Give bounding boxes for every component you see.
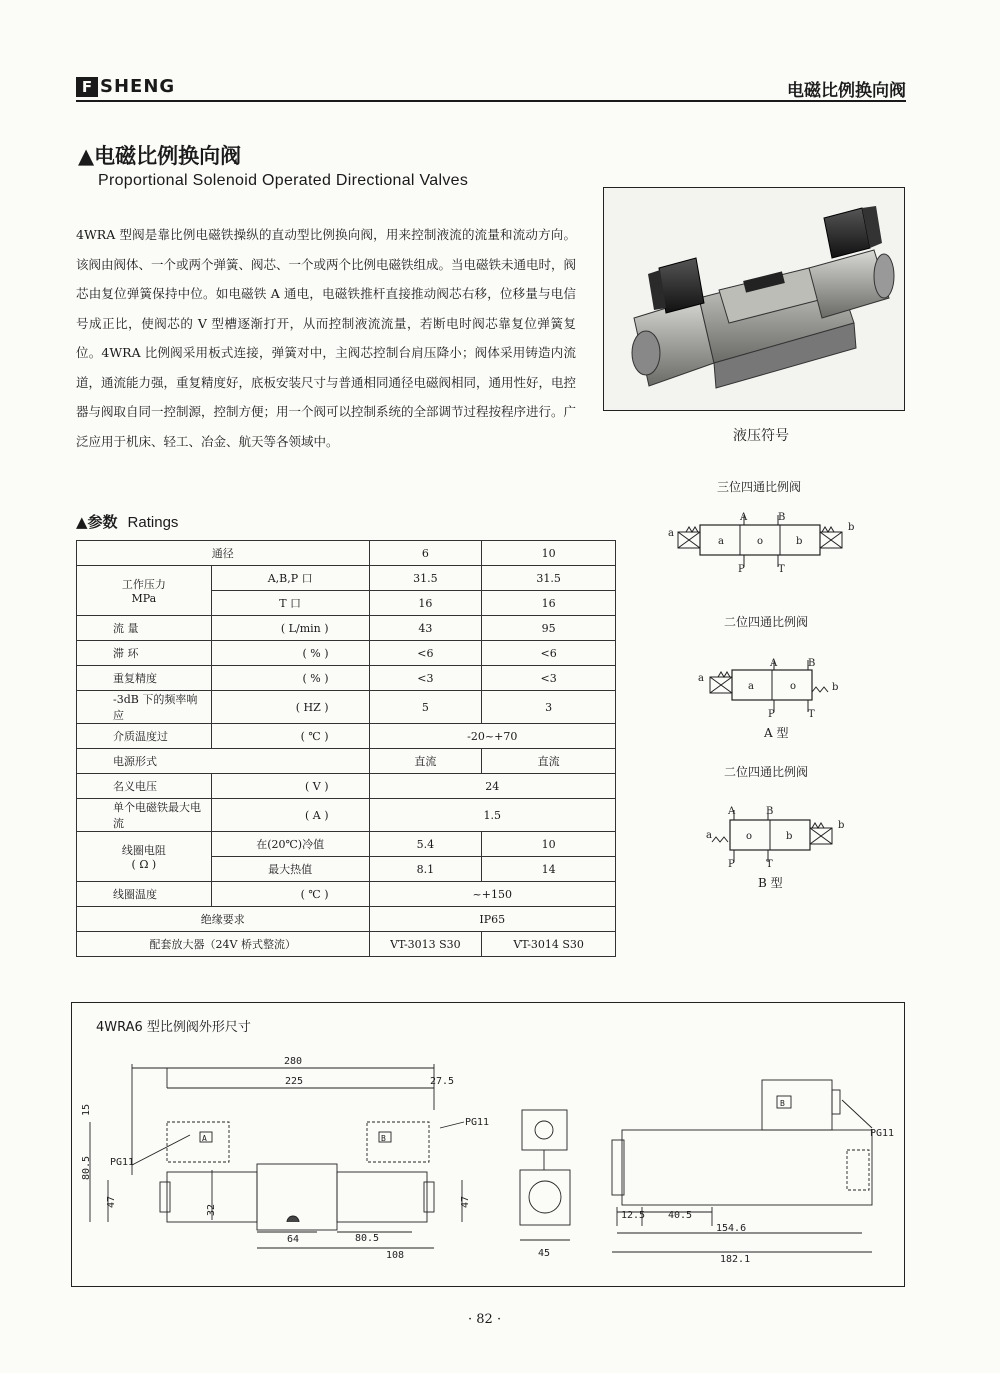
row-label: 滞 环 [77,641,212,666]
logo-text: SHENG [100,76,176,97]
row-label: -3dB 下的频率响应 [77,691,212,724]
symA-side-a: a [698,673,704,684]
product-photo [603,187,905,411]
cell-value: -20~+70 [369,724,615,749]
sym3-port-a: A [740,512,748,523]
logo-mark: F [76,77,98,97]
side-view [81,1056,489,1261]
symbol-two-position-b [706,806,844,870]
cell-value: <6 [482,641,616,666]
row-label: 单个电磁铁最大电流 [77,799,212,832]
cell-value: 8.1 [369,857,482,882]
solenoid-b-label: B [381,1134,386,1143]
cell-value: 10 [482,832,616,857]
cell-value: 5.4 [369,832,482,857]
sym3-center-b: b [796,536,803,547]
sym3-port-p: P [738,564,745,575]
symB-port-t: T [766,859,773,870]
row-unit: ( V ) [211,774,369,799]
row-unit: ( ℃ ) [211,724,369,749]
cell-value: 14 [482,857,616,882]
sym3-center-a: a [718,536,724,547]
symA-side-b: b [832,682,839,693]
cell-value: 95 [482,616,616,641]
page-header [76,72,906,102]
row-label: 重复精度 [77,666,212,691]
symbol-title-three-position: 三位四通比例阀 [717,480,802,494]
table-row [77,691,616,724]
sym3-port-b: B [778,512,786,523]
symB-side-b: b [838,820,845,831]
table-row [77,774,616,799]
photo-caption: 液压符号 [733,428,789,444]
symB-port-a: A [728,806,736,817]
cell-value: <6 [369,641,482,666]
cell-value: 31.5 [369,566,482,591]
symbol-three-position [668,512,854,575]
dim-47-left: 47 [106,1195,117,1208]
dim-47-right: 47 [460,1195,471,1208]
symB-center-o: o [746,831,753,842]
cell-value: 16 [369,591,482,616]
symbol-title-two-position-b: 二位四通比例阀 [724,765,809,779]
page-title-cn: ▲电磁比例换向阀 [78,144,242,168]
pg11-top-view: PG11 [870,1128,895,1139]
row-sublabel: A,B,P 口 [211,566,369,591]
dim-80-5-side: 80.5 [81,1155,92,1180]
resistance-unit: ( Ω ) [131,858,157,871]
row-label [77,832,212,882]
top-view [612,1080,894,1265]
table-row [77,566,616,591]
end-view [520,1110,570,1259]
cell-value: ~+150 [369,882,615,907]
dim-27-5: 27.5 [430,1076,455,1087]
row-unit: ( A ) [211,799,369,832]
pressure-unit: MPa [131,592,157,605]
cell-value: 直流 [369,749,482,774]
cell-value: VT-3014 S30 [482,932,616,957]
solenoid-a-label: A [202,1134,207,1143]
header-section-title: 电磁比例换向阀 [787,81,906,101]
row-unit: ( % ) [211,641,369,666]
sym3-side-b: b [848,522,855,533]
symB-side-a: a [706,830,712,841]
page-number: · 82 · [468,1312,502,1327]
ratings-heading-en: Ratings [127,514,179,531]
row-sublabel: T 口 [211,591,369,616]
row-label: 通径 [77,541,370,566]
valve-illustration [604,188,904,410]
sym3-port-t: T [778,564,785,575]
intro-paragraph: 4WRA 型阀是靠比例电磁铁操纵的直动型比例换向阀，用来控制液流的流量和流动方向。该阀由阀体、一个或两个弹簧、阀芯、一个或两个比例电磁铁组成。当电磁铁未通电时，阀芯由复位弹簧保持中位。如电磁铁 A 通电，电磁铁推杆直接推动阀芯右移，位移量与电信号成正比，使阀芯的 V 型槽逐渐打开，从而控制液流流量，若断电时阀芯靠复位弹簧复位。4WRA 比例阀采用板式连接，弹簧对中，主阀芯控制台肩压降小；阀体采用铸造内流道，通流能力强，重复精度好，底板安装尺寸与普通相同通径电磁阀相同，通用性好，电控器与阀取自同一控制源，控制方便；用一个阀可以控制系统的全部调节过程按程序进行。广泛应用于机床、轻工、冶金、航天等各领域中。 [76,227,577,449]
dim-280: 280 [284,1056,303,1067]
solenoid-b-top: B [780,1099,785,1108]
resistance-label: 线圈电阻 [121,844,166,857]
ratings-heading-cn: ▲参数 [76,513,118,531]
ratings-table [76,540,616,957]
ratings-heading [76,511,178,532]
row-sublabel: 在(20℃)冷值 [211,832,369,857]
symA-port-b: B [808,658,816,669]
dim-32: 32 [206,1203,217,1216]
sym3-side-a: a [668,528,674,539]
dim-64: 64 [287,1234,300,1245]
dim-15: 15 [81,1103,92,1116]
row-unit: ( % ) [211,666,369,691]
cell-value: 3 [482,691,616,724]
cell-value: IP65 [369,907,615,932]
symbol-type-a: A 型 [764,726,789,740]
row-label: 线圈温度 [77,882,212,907]
table-row [77,666,616,691]
cell-value: 43 [369,616,482,641]
row-unit: ( ℃ ) [211,882,369,907]
row-label: 配套放大器（24V 桥式整流） [77,932,370,957]
symA-center-a: a [748,681,754,692]
dimension-drawing-title: 4WRA6 型比例阀外形尺寸 [96,1020,251,1035]
cell-value: 10 [482,541,616,566]
row-unit: ( L/min ) [211,616,369,641]
row-label: 介质温度过 [77,724,212,749]
cell-value: 直流 [482,749,616,774]
symB-port-p: P [728,859,735,870]
table-row [77,882,616,907]
symbol-type-b: B 型 [758,876,783,890]
cell-value: 6 [369,541,482,566]
sym3-center-o: o [757,536,764,547]
cell-value: 1.5 [369,799,615,832]
table-row [77,641,616,666]
symB-center-b: b [786,831,793,842]
table-row [77,799,616,832]
dim-45: 45 [538,1248,551,1259]
dim-12-5: 12.5 [621,1210,646,1221]
row-unit: ( HZ ) [211,691,369,724]
cell-value: 24 [369,774,615,799]
brand-logo [76,76,175,97]
table-row [77,616,616,641]
table-row [77,832,616,857]
pg11-right: PG11 [465,1117,490,1128]
row-label: 电源形式 [77,749,370,774]
cell-value: 31.5 [482,566,616,591]
cell-value: VT-3013 S30 [369,932,482,957]
dim-80-5-bottom: 80.5 [355,1233,380,1244]
symA-port-p: P [768,709,775,720]
pg11-left: PG11 [110,1157,135,1168]
dimension-drawing [72,1040,904,1280]
row-label [77,566,212,616]
table-row [77,932,616,957]
symA-port-t: T [808,709,815,720]
cell-value: 16 [482,591,616,616]
symA-center-o: o [790,681,797,692]
table-row [77,907,616,932]
dim-182-1: 182.1 [720,1254,751,1265]
cell-value: <3 [369,666,482,691]
dim-40-5: 40.5 [668,1210,693,1221]
table-row [77,724,616,749]
hydraulic-symbols [650,470,870,890]
table-row [77,541,616,566]
symbol-two-position-a [698,658,838,720]
dim-108: 108 [386,1250,405,1261]
cell-value: 5 [369,691,482,724]
page-title-en: Proportional Solenoid Operated Directional Valves [98,172,469,189]
cell-value: <3 [482,666,616,691]
pressure-label: 工作压力 [121,578,166,591]
row-label: 流 量 [77,616,212,641]
symB-port-b: B [766,806,774,817]
symbol-title-two-position-a: 二位四通比例阀 [724,615,809,629]
table-row [77,749,616,774]
dim-225: 225 [285,1076,304,1087]
row-label: 绝缘要求 [77,907,370,932]
row-sublabel: 最大热值 [211,857,369,882]
symA-port-a: A [770,658,778,669]
row-label: 名义电压 [77,774,212,799]
dim-154-6: 154.6 [716,1223,747,1234]
